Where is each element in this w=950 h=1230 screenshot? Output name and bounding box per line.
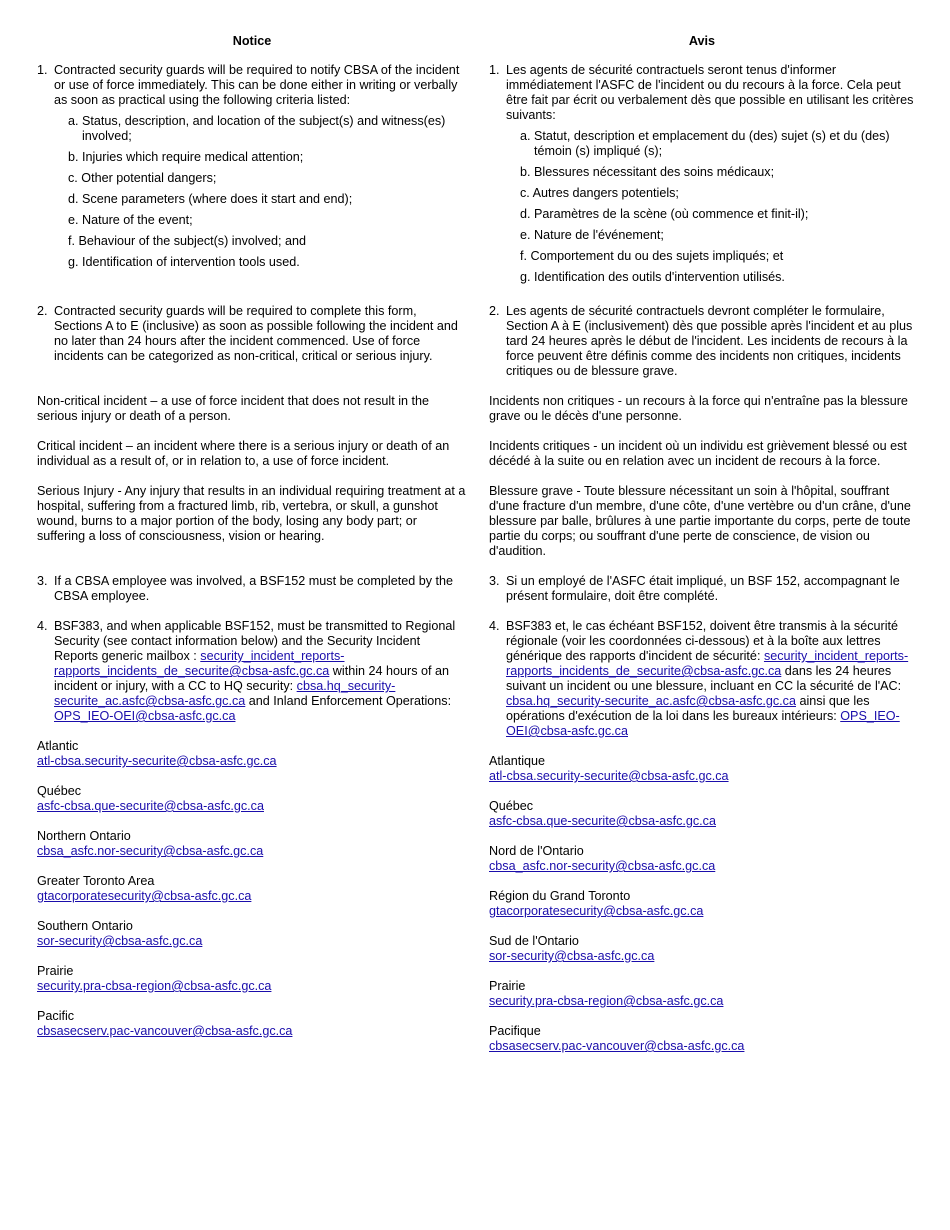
item-4-text-part: BSF383 et, le cas échéant BSF152, doivent être transmis à la sécurité régionale (voir les coordonnées ci-dessous) et à la boîte aux lettres générique des rapports d'incident de sécurité: [506, 619, 899, 663]
definition-critical: Critical incident – an incident where there is a serious injury or death of an individual as a result of, or in relation to, a use of force incident. [37, 439, 450, 468]
contact-email-link[interactable]: sor-security@cbsa-asfc.gc.ca [489, 949, 655, 963]
contact-region: Pacifique [489, 1024, 541, 1038]
contact-email-link[interactable]: cbsasecserv.pac-vancouver@cbsa-asfc.gc.ca [489, 1039, 745, 1053]
ieo-link[interactable]: OPS_IEO-OEI@cbsa-asfc.gc.ca [506, 709, 900, 738]
criteria-item: c. Other potential dangers; [68, 171, 217, 185]
criteria-item: f. Behaviour of the subject(s) involved; and [68, 234, 307, 248]
contact-nord-ontario [489, 844, 915, 874]
ieo-link[interactable]: OPS_IEO-OEI@cbsa-asfc.gc.ca [54, 709, 236, 723]
definition-non-critical: Incidents non critiques - un recours à la force qui n'entraîne pas la blessure grave ou le décès d'une personne. [489, 394, 908, 423]
item-2-text: Les agents de sécurité contractuels devront compléter le formulaire, Section A à E (inclusivement) dès que possible après l'incident et au plus tard 24 heures après le début de l'incident. Les incidents de recours à la force peuvent être définis comme des incidents non critiques, incidents critiques ou de blessure grave. [506, 304, 913, 378]
contact-email-link[interactable]: cbsasecserv.pac-vancouver@cbsa-asfc.gc.ca [37, 1024, 293, 1038]
contact-atlantique [489, 754, 915, 784]
contact-region: Région du Grand Toronto [489, 889, 631, 903]
criteria-item: d. Scene parameters (where does it start and end); [68, 192, 353, 206]
contact-region: Prairie [489, 979, 526, 993]
item-number: 3. [37, 574, 48, 588]
item-3-text: If a CBSA employee was involved, a BSF152 must be completed by the CBSA employee. [54, 574, 454, 603]
contact-region: Québec [489, 799, 534, 813]
item-1-text: Les agents de sécurité contractuels seront tenus d'informer immédiatement l'ASFC de l'incident ou du recours à la force. Cela peut être fait par écrit ou verbalement dès que possible en utilisant les critères suivants: [506, 63, 914, 122]
contact-region: Québec [37, 784, 82, 798]
notice-column-english [37, 34, 467, 1054]
item-4-text [54, 619, 467, 724]
criteria-item: g. Identification of intervention tools used. [68, 255, 300, 269]
avis-title: Avis [688, 34, 716, 48]
notice-item-4 [37, 619, 467, 724]
criteria-item: e. Nature de l'événement; [520, 228, 664, 242]
contact-region: Nord de l'Ontario [489, 844, 584, 858]
item-number: 1. [489, 63, 500, 77]
contact-prairie [37, 964, 467, 994]
contact-email-link[interactable]: cbsa_asfc.nor-security@cbsa-asfc.gc.ca [489, 859, 716, 873]
definition-critical: Incidents critiques - un incident où un individu est grièvement blessé ou est décédé à la suite ou en relation avec un incident de recours à la force. [489, 439, 907, 468]
contact-region: Northern Ontario [37, 829, 131, 843]
contact-pacifique [489, 1024, 915, 1054]
item-number: 2. [37, 304, 48, 318]
criteria-item: d. Paramètres de la scène (où commence et finit-il); [520, 207, 809, 221]
item-1-text: Contracted security guards will be required to notify CBSA of the incident or use of force immediately. This can be done either in writing or verbally as soon as practical using the following criteria listed: [54, 63, 460, 107]
contact-prairie [489, 979, 915, 1009]
contact-region: Atlantic [37, 739, 79, 753]
hq-security-link[interactable]: cbsa.hq_security-securite_ac.asfc@cbsa-asfc.gc.ca [54, 679, 396, 708]
contact-email-link[interactable]: atl-cbsa.security-securite@cbsa-asfc.gc.ca [489, 769, 729, 783]
criteria-item: b. Injuries which require medical attention; [68, 150, 304, 164]
item-number: 1. [37, 63, 48, 77]
criteria-item: e. Nature of the event; [68, 213, 193, 227]
contact-region: Atlantique [489, 754, 546, 768]
notice-item-2 [37, 304, 467, 364]
criteria-item: a. Statut, description et emplacement du (des) sujet (s) et du (des) témoin (s) impliqué (s); [520, 129, 890, 158]
criteria-item: b. Blessures nécessitant des soins médicaux; [520, 165, 775, 179]
contact-quebec [37, 784, 467, 814]
avis-item-1 [489, 63, 915, 291]
contact-email-link[interactable]: cbsa_asfc.nor-security@cbsa-asfc.gc.ca [37, 844, 264, 858]
contact-quebec [489, 799, 915, 829]
notice-column-french [489, 34, 915, 1069]
item-4-text-part: ainsi que les opérations d'exécution de la loi dans les bureaux intérieurs: [506, 694, 870, 723]
contact-email-link[interactable]: atl-cbsa.security-securite@cbsa-asfc.gc.ca [37, 754, 277, 768]
hq-security-link[interactable]: cbsa.hq_security-securite_ac.asfc@cbsa-asfc.gc.ca [506, 694, 796, 708]
contact-email-link[interactable]: security.pra-cbsa-region@cbsa-asfc.gc.ca [489, 994, 724, 1008]
contact-email-link[interactable]: gtacorporatesecurity@cbsa-asfc.gc.ca [37, 889, 252, 903]
definition-non-critical: Non-critical incident – a use of force incident that does not result in the serious injury or death of a person. [37, 394, 430, 423]
item-number: 4. [37, 619, 48, 633]
definition-serious-injury: Blessure grave - Toute blessure nécessitant un soin à l'hôpital, souffrant d'une fracture d'un membre, d'une côte, d'une vertèbre ou d'un crâne, d'une blessure par balle, brûlures à une partie importante du corps, perte de toute partie du corps; ou souffrant d'une perte de conscience, de vision ou d'audition. [489, 484, 911, 558]
contact-sud-ontario [489, 934, 915, 964]
item-number: 4. [489, 619, 500, 633]
item-4-text [506, 619, 915, 739]
criteria-item: f. Comportement du ou des sujets impliqués; et [520, 249, 784, 263]
mailbox-link[interactable]: security_incident_reports-rapports_incidents_de_securite@cbsa-asfc.gc.ca [506, 649, 909, 678]
contact-region: Sud de l'Ontario [489, 934, 579, 948]
contact-region: Southern Ontario [37, 919, 133, 933]
item-number: 3. [489, 574, 500, 588]
item-4-text-part: within 24 hours of an incident or injury, with a CC to HQ security: [54, 664, 450, 693]
item-number: 2. [489, 304, 500, 318]
item-4-text-part: dans les 24 heures suivant un incident ou une blessure, incluant en CC la sécurité de l'AC: [506, 664, 902, 693]
criteria-item: g. Identification des outils d'intervention utilisés. [520, 270, 785, 284]
contact-email-link[interactable]: asfc-cbsa.que-securite@cbsa-asfc.gc.ca [489, 814, 716, 828]
contact-pacific [37, 1009, 467, 1039]
contact-email-link[interactable]: security.pra-cbsa-region@cbsa-asfc.gc.ca [37, 979, 272, 993]
contact-grand-toronto [489, 889, 915, 919]
contact-southern-ontario [37, 919, 467, 949]
item-3-text: Si un employé de l'ASFC était impliqué, un BSF 152, accompagnant le présent formulaire, doit être complété. [506, 574, 900, 603]
notice-item-1 [37, 63, 467, 276]
contact-email-link[interactable]: asfc-cbsa.que-securite@cbsa-asfc.gc.ca [37, 799, 264, 813]
avis-item-3 [489, 574, 915, 604]
contact-region: Pacific [37, 1009, 75, 1023]
contact-email-link[interactable]: gtacorporatesecurity@cbsa-asfc.gc.ca [489, 904, 704, 918]
contact-email-link[interactable]: sor-security@cbsa-asfc.gc.ca [37, 934, 203, 948]
criteria-item: a. Status, description, and location of the subject(s) and witness(es) involved; [68, 114, 446, 143]
criteria-list [54, 114, 467, 270]
contact-region: Prairie [37, 964, 74, 978]
avis-item-4 [489, 619, 915, 739]
item-4-text-part: and Inland Enforcement Operations: [245, 694, 452, 708]
contact-gta [37, 874, 467, 904]
definition-serious-injury: Serious Injury - Any injury that results in an individual requiring treatment at a hospital, suffering from a fractured limb, rib, vertebra, or skull, a gunshot wound, burns to a major portion of the body, losing any body part; or suffering a loss of consciousness, vision or hearing. [37, 484, 466, 543]
notice-item-3 [37, 574, 467, 604]
contact-northern-ontario [37, 829, 467, 859]
mailbox-link[interactable]: security_incident_reports-rapports_incidents_de_securite@cbsa-asfc.gc.ca [54, 649, 345, 678]
contact-atlantic [37, 739, 467, 769]
item-4-text-part: BSF383, and when applicable BSF152, must be transmitted to Regional Security (see contact information below) and the Security Incident Reports generic mailbox : [54, 619, 456, 663]
criteria-item: c. Autres dangers potentiels; [520, 186, 679, 200]
notice-title: Notice [232, 34, 272, 48]
contact-region: Greater Toronto Area [37, 874, 155, 888]
criteria-list [506, 129, 915, 285]
item-2-text: Contracted security guards will be required to complete this form, Sections A to E (inclusive) as soon as possible following the incident and no later than 24 hours after the incident commenced. Use of force incidents can be categorized as non-critical, critical or serious injury. [54, 304, 458, 363]
avis-item-2 [489, 304, 915, 379]
